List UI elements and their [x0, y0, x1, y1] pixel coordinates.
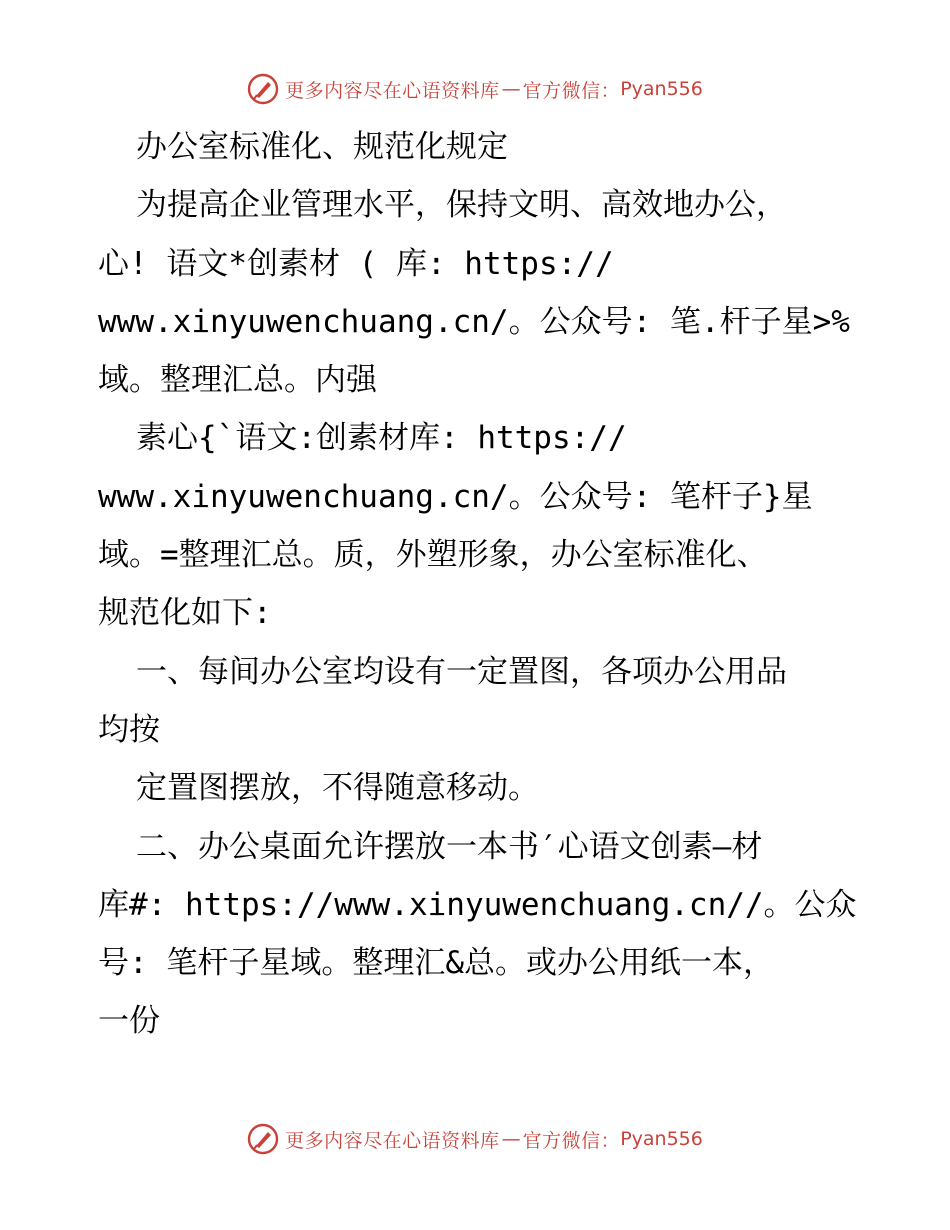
banner-main-text: 更多内容尽在心语资料库: [285, 79, 500, 102]
banner-main-text: 更多内容尽在心语资料库: [285, 1129, 500, 1152]
banner-wechat-id: Pyan556: [620, 1128, 703, 1150]
quill-logo-icon: [247, 73, 279, 105]
document-line: 心! 语文*创素材 ( 库: https://: [98, 245, 614, 282]
document-line: 规范化如下:: [98, 595, 272, 632]
banner-wechat-id: Pyan556: [620, 78, 703, 100]
document-line: 为提高企业管理水平，保持文明、高效地办公，: [136, 187, 787, 224]
banner-dash: —: [501, 1128, 521, 1150]
header-watermark-banner: [0, 72, 950, 106]
quill-logo-icon: [247, 1123, 279, 1155]
banner-sub-text: 官方微信：: [522, 1129, 621, 1152]
document-line: www.xinyuwenchuang.cn/。公众号: 笔.杆子星>%: [98, 303, 850, 340]
document-line: 二、办公桌面允许摆放一本书′心语文创素—材: [136, 828, 763, 865]
document-line: 一份: [98, 1003, 160, 1040]
footer-watermark-banner: [0, 1122, 950, 1156]
document-line: 办公室标准化、规范化规定: [136, 129, 508, 165]
document-line: 库#: https://www.xinyuwenchuang.cn//。公众: [98, 886, 857, 923]
document-line: 素心{`语文:创素材库: https://: [136, 420, 627, 457]
document-line: 一、每间办公室均设有一定置图，各项办公用品: [136, 653, 787, 690]
document-line: 域。=整理汇总。质，外塑形象，办公室标准化、: [98, 537, 768, 574]
banner-sub-text: 官方微信：: [522, 79, 621, 102]
document-line: www.xinyuwenchuang.cn/。公众号: 笔杆子}星: [98, 478, 813, 515]
document-body: [98, 118, 858, 1051]
document-line: 号: 笔杆子星域。整理汇&总。或办公用纸一本，: [98, 945, 774, 982]
document-line: 定置图摆放，不得随意移动。: [136, 770, 539, 807]
document-line: 均按: [98, 711, 160, 748]
document-line: 域。整理汇总。内强: [98, 362, 377, 399]
banner-dash: —: [501, 78, 521, 100]
